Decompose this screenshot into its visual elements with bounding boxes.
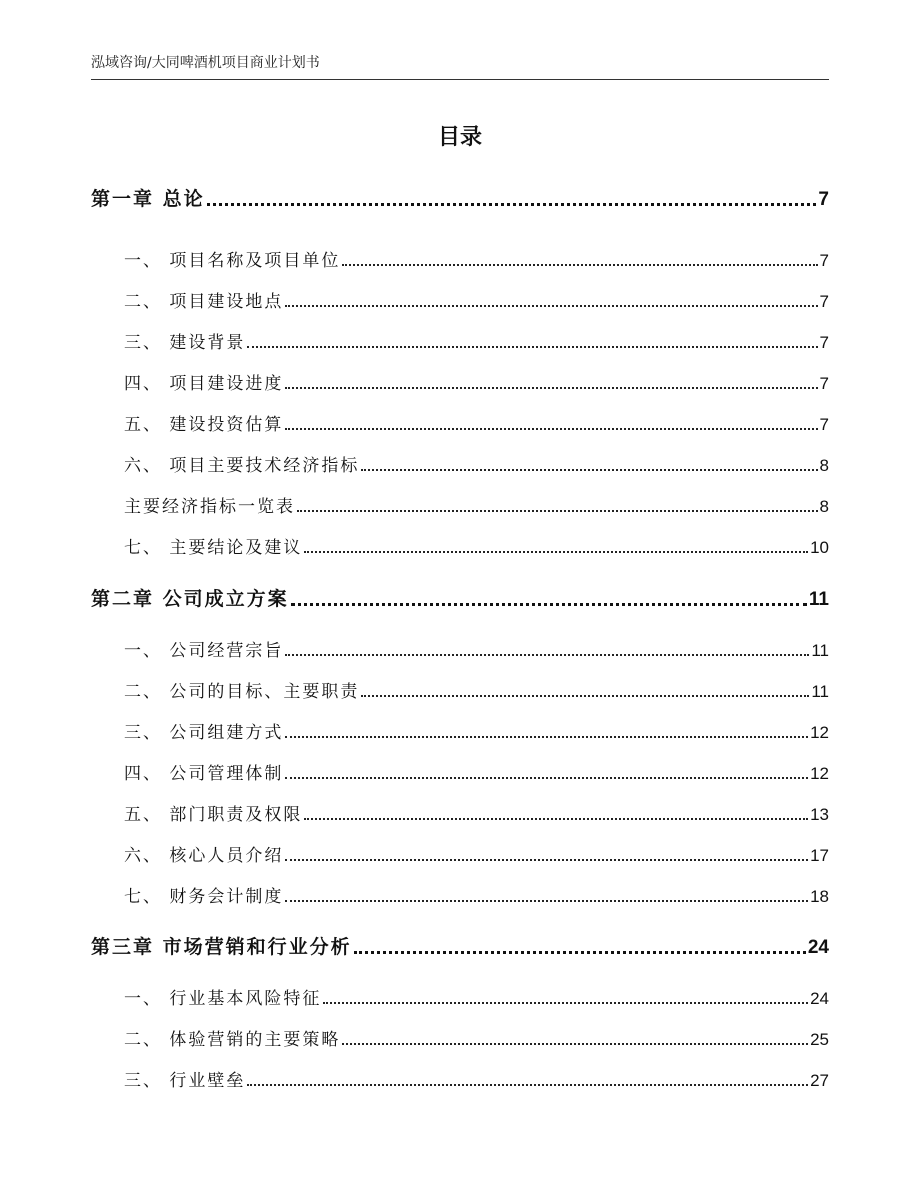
toc-entry-label: 一、 项目名称及项目单位 — [124, 251, 341, 271]
toc-page-number: 11 — [811, 682, 829, 701]
toc-page-number: 8 — [819, 456, 829, 475]
toc-page-number: 25 — [810, 1030, 829, 1049]
toc-page-number: 7 — [819, 251, 829, 270]
toc-dot-leader — [323, 1002, 808, 1004]
toc-dot-leader — [304, 551, 808, 553]
toc-page-number: 11 — [811, 641, 829, 660]
toc-entry[interactable] — [91, 759, 829, 784]
toc-entry[interactable] — [91, 369, 829, 394]
toc-entry[interactable] — [91, 882, 829, 907]
toc-dot-leader — [354, 951, 806, 954]
toc-entry-label: 七、 财务会计制度 — [124, 887, 284, 907]
toc-entry[interactable] — [91, 718, 829, 743]
toc-entry-label: 六、 核心人员介绍 — [124, 846, 284, 866]
toc-entry[interactable] — [91, 1066, 829, 1091]
toc-entry-label: 第三章 市场营销和行业分析 — [91, 936, 352, 958]
toc-entry-label: 四、 项目建设进度 — [124, 374, 284, 394]
toc-entry[interactable] — [91, 584, 829, 611]
toc-entry-label: 六、 项目主要技术经济指标 — [124, 456, 360, 476]
toc-page-number: 7 — [819, 374, 829, 393]
toc-dot-leader — [291, 603, 807, 606]
toc-dot-leader — [285, 736, 808, 738]
toc-entry-label: 二、 体验营销的主要策略 — [124, 1030, 341, 1050]
toc-page-number: 24 — [807, 937, 829, 958]
toc-entry[interactable] — [91, 410, 829, 435]
toc-entry[interactable] — [91, 984, 829, 1009]
toc-dot-leader — [285, 859, 808, 861]
toc-entry[interactable] — [91, 492, 829, 517]
toc-entry-label: 第一章 总论 — [91, 188, 205, 210]
toc-entry-label: 主要经济指标一览表 — [124, 497, 295, 517]
toc-entry-label: 三、 建设背景 — [124, 333, 246, 353]
header-rule — [91, 79, 829, 80]
toc-entry[interactable] — [91, 328, 829, 353]
toc-dot-leader — [304, 818, 808, 820]
toc-dot-leader — [285, 428, 817, 430]
toc-entry[interactable] — [91, 184, 829, 211]
toc-page-number: 17 — [810, 846, 829, 865]
toc-entry[interactable] — [91, 246, 829, 271]
toc-entry[interactable] — [91, 841, 829, 866]
toc-entry-label: 一、 行业基本风险特征 — [124, 989, 322, 1009]
toc-entry-label: 四、 公司管理体制 — [124, 764, 284, 784]
toc-dot-leader — [361, 469, 817, 471]
toc-page-number: 12 — [810, 723, 829, 742]
toc-entry-label: 二、 项目建设地点 — [124, 292, 284, 312]
toc-entry[interactable] — [91, 451, 829, 476]
toc-dot-leader — [285, 387, 817, 389]
toc-entry[interactable] — [91, 636, 829, 661]
toc-entry-label: 三、 行业壁垒 — [124, 1071, 246, 1091]
toc-dot-leader — [285, 654, 809, 656]
toc-entry[interactable] — [91, 287, 829, 312]
toc-dot-leader — [247, 1084, 808, 1086]
toc-dot-leader — [285, 900, 808, 902]
toc-page-number: 7 — [819, 333, 829, 352]
toc-entry-label: 五、 建设投资估算 — [124, 415, 284, 435]
running-header: 泓域咨询/大同啤酒机项目商业计划书 — [91, 55, 320, 71]
toc-page-number: 8 — [819, 497, 829, 516]
toc-dot-leader — [361, 695, 809, 697]
toc-entry-label: 三、 公司组建方式 — [124, 723, 284, 743]
toc-page-number: 7 — [819, 415, 829, 434]
toc-entry[interactable] — [91, 800, 829, 825]
toc-entry[interactable] — [91, 533, 829, 558]
toc-entry[interactable] — [91, 932, 829, 959]
toc-page-number: 18 — [810, 887, 829, 906]
toc-dot-leader — [297, 510, 818, 512]
toc-entry-label: 一、 公司经营宗旨 — [124, 641, 284, 661]
toc-entry[interactable] — [91, 1025, 829, 1050]
toc-dot-leader — [342, 1043, 808, 1045]
toc-entry-label: 第二章 公司成立方案 — [91, 588, 289, 610]
toc-page-number: 27 — [810, 1071, 829, 1090]
toc-entry-label: 七、 主要结论及建议 — [124, 538, 303, 558]
toc-page-number: 11 — [808, 589, 829, 610]
toc-page-number: 7 — [819, 292, 829, 311]
toc-page-number: 7 — [818, 189, 829, 210]
toc-dot-leader — [207, 203, 817, 206]
toc-page-number: 10 — [810, 538, 829, 557]
toc-entry-label: 二、 公司的目标、主要职责 — [124, 682, 360, 702]
toc-page-number: 13 — [810, 805, 829, 824]
toc-entry[interactable] — [91, 677, 829, 702]
toc-entry-label: 五、 部门职责及权限 — [124, 805, 303, 825]
toc-dot-leader — [285, 305, 817, 307]
toc-dot-leader — [285, 777, 808, 779]
toc-dot-leader — [342, 264, 817, 266]
toc-page-number: 24 — [810, 989, 829, 1008]
toc-dot-leader — [247, 346, 817, 348]
toc-title: 目录 — [437, 125, 482, 150]
toc-page-number: 12 — [810, 764, 829, 783]
